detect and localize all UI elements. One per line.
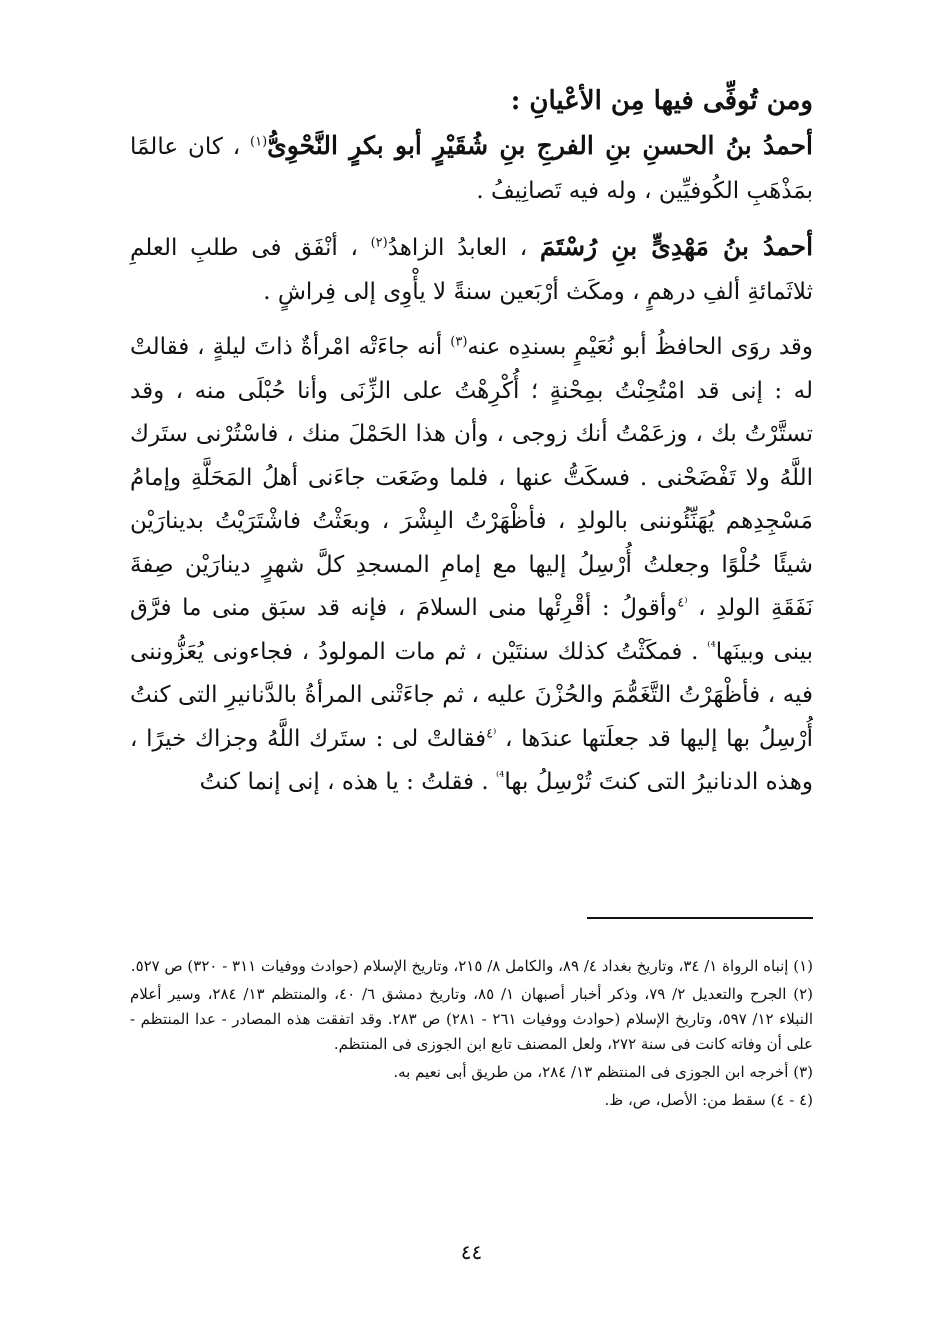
story-text: وأقولُ : أقْرِئْها منى السلامَ ، فإنه قد سبَق منى ما فرَّق بينى وبينَها xyxy=(130,595,813,665)
footnotes xyxy=(130,954,813,1116)
story-text: . فمكَثْتُ كذلك سنتَيْن ، ثم مات المولودُ ، فجاءونى يُعَزُّوننى فيه ، فأظْهَرْتُ التَّغَمُّمَ والحُزْنَ عليه ، ثم جاءَتْنى المرأةُ بالدَّنانيرِ التى كنتُ أُرْسِلُ بها إليها قد جعلَتها عندَها ، xyxy=(130,638,814,752)
entry-text: ، أنْفَق فى طلبِ العلمِ ثلاثَمائةِ ألفِ درهمٍ ، ومكَث أرْبَعين سنةً لا يأْوِى إلى فِراشٍ . xyxy=(130,235,813,305)
entry-epithet: ، العابدُ الزاهدُ xyxy=(387,235,540,261)
variant-mark-open: ⁽٤ xyxy=(677,595,688,611)
story-text: . فقلتُ : يا هذه ، إنى إنما كنتُ xyxy=(199,769,496,795)
story-text: أنه جاءَتْه امْرأةٌ ذاتَ ليلةٍ ، فقالتْ له : إنى قد امْتُحِنْتُ بمِحْنةٍ ؛ أُكْرِهْتُ على الزِّنَى وأنا حُبْلَى منه ، وقد تستَّرْتُ بك ، وزعَمْتُ أنك زوجى ، وأن هذا الحَمْلَ منك ، فاسْتُرْنى ستَرك اللَّهُ ولا تَفْضَحْنى . فسكَتُّ عنها ، فلما وضَعَت جاءَنى أهلُ المَحَلَّةِ وإمامُ مَسْجِدِهم يُهَنِّئُوننى بالولدِ ، فأظْهَرْتُ البِشْرَ ، وبعَثْتُ فاشْتَرَيْتُ بدينارَيْن شيئًا حُلْوًا وجعلتُ أُرْسِلُ إليها مع إمامِ المسجدِ كلَّ شهرٍ دينارَيْن صِفةَ نَفَقَةِ الولدِ ، xyxy=(130,334,814,621)
entry-ahmad-ibn-shuqayr xyxy=(130,124,813,213)
main-text xyxy=(130,78,813,805)
footnote-3: (٣) أخرجه ابن الجوزى فى المنتظم ١٣/ ٢٨٤، من طريق أبى نعيم به. xyxy=(393,1063,813,1081)
variant-mark-open: ⁽٤ xyxy=(486,725,497,741)
story-paragraph xyxy=(130,326,813,805)
entry-name: أحمدُ بنُ مَهْدِىٍّ بنِ رُسْتَمَ xyxy=(539,232,814,261)
footnote-marker: (٢) xyxy=(370,235,388,251)
story-intro: وقد روَى الحافظُ أبو نُعَيْمٍ بسندِه عنه xyxy=(467,334,814,360)
footnote-marker: (٣) xyxy=(450,334,468,350)
footnote-separator xyxy=(587,917,813,919)
page-number: ٤٤ xyxy=(460,1240,483,1264)
footnote-2: (٢) الجرح والتعديل ٢/ ٧٩، وذكر أخبار أصبهان ١/ ٨٥، وتاريخ دمشق ٦/ ٤٠، والمنتظم ١٣/ ٢٨٤، وسير أعلام النبلاء ١٢/ ٥٩٧، وتاريخ الإسلام (حوادث ووفيات ٢٦١ - ٢٨١) ص ٢٨٣. وقد اتفقت هذه المصادر - عدا المنتظم - على أن وفاته كانت فى سنة ٢٧٢، ولعل المصنف تابع ابن الجوزى فى المنتظم. xyxy=(130,985,813,1053)
entry-name: أحمدُ بنُ الحسنِ بنِ الفرجِ بنِ شُقَيْرٍ أبو بكرٍ النَّحْوِىُّ xyxy=(267,131,813,160)
variant-mark-close: ⁴⁾ xyxy=(495,769,505,785)
variant-mark-close: ⁴⁾ xyxy=(707,638,716,654)
entry-text: ، كان عالمًا بمَذْهَبِ الكُوفيِّين ، وله فيه تَصانِيفُ . xyxy=(130,134,813,204)
story-text: فقالتْ لى : ستَرك اللَّهُ وجزاك خيرًا ، وهذه الدنانيرُ التى كنتَ تُرْسِلُ بها xyxy=(130,725,813,795)
footnote-4: (٤ - ٤) سقط من: الأصل، ص، ظ. xyxy=(604,1091,813,1109)
entry-ahmad-ibn-mahdi xyxy=(130,225,813,314)
footnote-1: (١) إنباه الرواة ١/ ٣٤، وتاريخ بغداد ٤/ ٨٩، والكامل ٨/ ٢١٥، وتاريخ الإسلام (حوادث ووفيات ٣١١ - ٣٢٠) ص ٥٢٧. xyxy=(130,957,813,975)
footnote-marker: (١) xyxy=(250,134,268,150)
section-heading: ومن تُوفِّى فيها مِن الأعْيانِ : xyxy=(510,86,813,116)
